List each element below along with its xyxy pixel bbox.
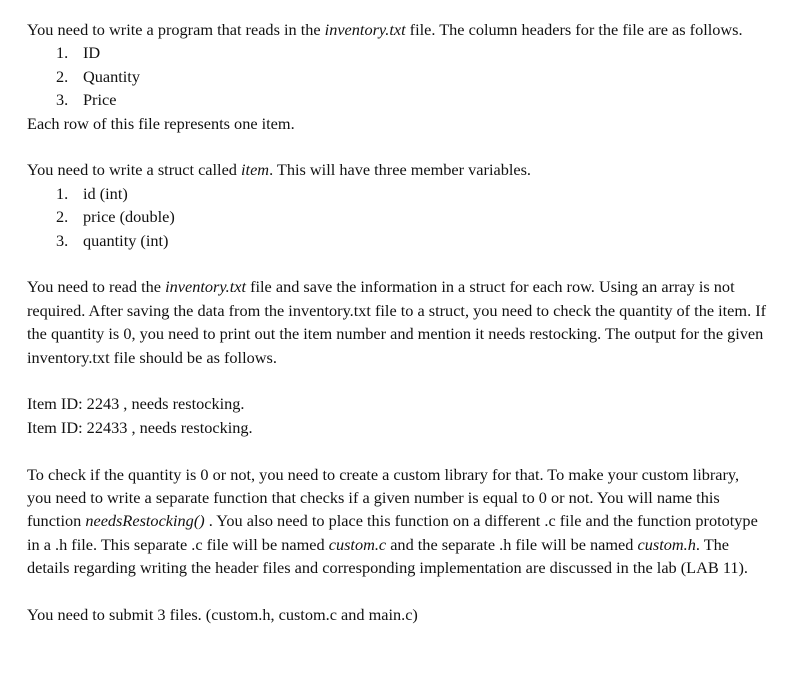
list-item	[27, 229, 767, 252]
read-file-paragraph	[27, 275, 767, 369]
submission-paragraph: You need to submit 3 files. (custom.h, custom.c and main.c)	[27, 605, 418, 625]
library-text-2: . You also need to place this function on a different .c file and the function prototype in a .h file. This separate .c file will be named	[27, 511, 758, 554]
struct-name: item	[241, 160, 270, 180]
intro-text-start: You need to write a program that reads in the	[27, 20, 325, 39]
list-label: quantity (int)	[83, 230, 169, 250]
output-line: Item ID: 2243 , needs restocking.	[27, 394, 245, 414]
list-number: 3.	[56, 90, 69, 110]
list-number: 1.	[56, 43, 69, 63]
custom-library-paragraph	[27, 463, 767, 580]
c-filename: custom.c	[328, 534, 387, 554]
struct-text-end: . This will have three member variables.	[269, 160, 531, 180]
output-line: Item ID: 22433 , needs restocking.	[27, 417, 253, 437]
list-number: 1.	[56, 183, 69, 203]
struct-text-start: You need to write a struct called	[27, 160, 242, 180]
function-name: needsRestocking()	[85, 511, 205, 531]
inventory-filename: inventory.txt	[165, 277, 247, 297]
list-label: ID	[83, 43, 101, 63]
intro-paragraph	[27, 18, 767, 41]
library-text-3: and the separate .h file will be named	[386, 534, 638, 554]
list-label: Price	[83, 90, 117, 110]
h-filename: custom.h	[637, 534, 696, 554]
intro-text-end: file. The column headers for the file are as follows.	[405, 20, 743, 39]
list-item	[27, 205, 767, 228]
column-headers-list	[27, 41, 767, 111]
library-text-1: To check if the quantity is 0 or not, you need to create a custom library for that. To make your custom library, you need to write a separate function that checks if a given number is equal to 0 or not. You will name this function	[27, 464, 740, 531]
struct-members-list	[27, 182, 767, 252]
list-label: id (int)	[83, 183, 128, 203]
assignment-document	[27, 18, 767, 626]
library-text-4: . The details regarding writing the header files and corresponding implementation are discussed in the lab (LAB 11).	[27, 534, 748, 578]
list-item	[27, 65, 767, 88]
list-number: 3.	[56, 230, 69, 250]
list-number: 2.	[56, 66, 69, 86]
read-text-end: file and save the information in a struct for each row. Using an array is not required. After saving the data from the inventory.txt file to a struct, you need to check the quantity of the item. If the quantity is 0, you need to print out the item number and mention it needs restocking. The output for the given inventory.txt file should be as follows.	[27, 277, 767, 367]
row-description: Each row of this file represents one item.	[27, 113, 295, 133]
list-label: price (double)	[83, 207, 175, 227]
list-item	[27, 182, 767, 205]
inventory-filename: inventory.txt	[324, 20, 406, 39]
list-label: Quantity	[83, 66, 140, 86]
list-number: 2.	[56, 207, 69, 227]
list-item	[27, 41, 767, 64]
struct-paragraph	[27, 158, 767, 181]
read-text-start: You need to read the	[27, 277, 166, 297]
list-item	[27, 88, 767, 111]
